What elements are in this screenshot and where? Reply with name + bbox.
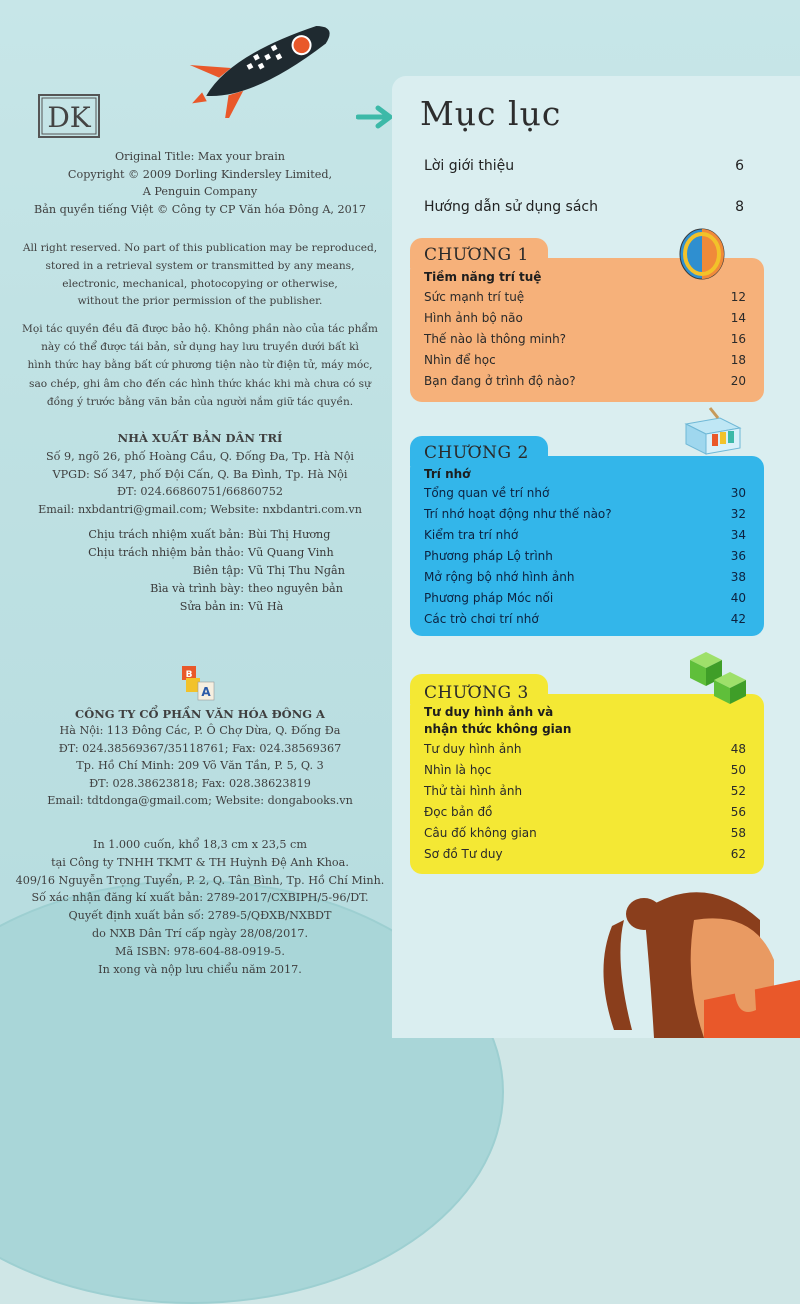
rights-vi-block bbox=[0, 320, 400, 411]
credit-name: Bùi Thị Hương bbox=[248, 528, 331, 541]
toc-item-page: 18 bbox=[730, 353, 746, 367]
rights-en-block bbox=[0, 240, 400, 311]
toc-item[interactable] bbox=[424, 763, 746, 777]
toc-item[interactable] bbox=[424, 805, 746, 819]
toc-item-label: Nhìn là học bbox=[424, 763, 492, 777]
toc-item-label: Sức mạnh trí tuệ bbox=[424, 290, 525, 304]
toc-item-page: 20 bbox=[730, 374, 746, 388]
toc-item-page: 58 bbox=[730, 826, 746, 840]
print-line: Mã ISBN: 978-604-88-0919-5. bbox=[115, 944, 285, 958]
toc-item[interactable] bbox=[424, 549, 746, 563]
original-line: Original Title: Max your brain bbox=[114, 150, 286, 163]
toc-item-label: Thế nào là thông minh? bbox=[424, 332, 567, 346]
toc-item-page: 30 bbox=[730, 486, 746, 500]
toc-item[interactable] bbox=[424, 847, 746, 861]
original-title-block bbox=[0, 148, 400, 218]
rights-line: electronic, mechanical, photocopying or otherwise, bbox=[62, 277, 338, 290]
toc-entry-label: Hướng dẫn sử dụng sách bbox=[424, 199, 598, 215]
print-line: In xong và nộp lưu chiểu năm 2017. bbox=[98, 962, 302, 976]
print-line: tại Công ty TNHH TKMT & TH Huỳnh Đệ Anh Khoa. bbox=[51, 855, 349, 869]
credit-role: Biên tập: bbox=[192, 564, 244, 577]
rights-line: này có thể được tái bản, sử dụng hay lưu truyền dưới bất kì bbox=[41, 341, 359, 354]
print-line: do NXB Dân Trí cấp ngày 28/08/2017. bbox=[91, 926, 309, 940]
girl-illustration bbox=[584, 880, 800, 1038]
toc-entry-page: 8 bbox=[735, 199, 744, 215]
credit-name: theo nguyên bản bbox=[248, 582, 343, 595]
credit-name: Vũ Hà bbox=[248, 600, 284, 613]
svg-text:B: B bbox=[185, 670, 193, 680]
toc-item-page: 50 bbox=[730, 763, 746, 777]
toc-item-page: 42 bbox=[730, 612, 746, 626]
credit-role: Bìa và trình bày: bbox=[150, 582, 244, 595]
chapter-box bbox=[410, 456, 764, 636]
chapter-heading: CHƯƠNG 1 bbox=[424, 245, 529, 265]
rights-line: All right reserved. No part of this publication may be reproduced, bbox=[22, 242, 378, 254]
toc-item-page: 12 bbox=[730, 290, 746, 304]
print-line: Quyết định xuất bản số: 2789-5/QĐXB/NXBDT bbox=[68, 909, 332, 923]
print-line: In 1.000 cuốn, khổ 18,3 cm x 23,5 cm bbox=[93, 838, 307, 851]
chapter-subtitle: Trí nhớ bbox=[424, 467, 471, 481]
toolbox-icon bbox=[680, 404, 746, 456]
rights-line: đồng ý trước bằng văn bản của người nắm giữ tác quyền. bbox=[46, 395, 354, 408]
credit-name: Vũ Thị Thu Ngân bbox=[248, 564, 345, 577]
publisher-line: Số 9, ngõ 26, phố Hoàng Cầu, Q. Đống Đa, Tp. Hà Nội bbox=[45, 450, 355, 463]
rights-line: Mọi tác quyền đều đã được bảo hộ. Không phần nào của tác phẩm bbox=[22, 323, 378, 335]
toc-title: Mục lục bbox=[420, 94, 562, 133]
toc-item-page: 32 bbox=[730, 507, 746, 521]
toc-item[interactable] bbox=[424, 374, 746, 388]
toc-item[interactable] bbox=[424, 507, 746, 521]
publisher-line: Email: nxbdantri@gmail.com; Website: nxbdantri.com.vn bbox=[38, 502, 362, 516]
toc-item-page: 16 bbox=[730, 332, 746, 346]
toc-item[interactable] bbox=[424, 353, 746, 367]
publisher-name: NHÀ XUẤT BẢN DÂN TRÍ bbox=[117, 431, 283, 445]
toc-item[interactable] bbox=[424, 570, 746, 584]
toc-entry[interactable] bbox=[424, 199, 744, 215]
toc-item-page: 14 bbox=[730, 311, 746, 325]
credit-name: Vũ Quang Vinh bbox=[248, 546, 334, 559]
credit-role: Chịu trách nhiệm bản thảo: bbox=[88, 546, 244, 559]
rights-line: sao chép, ghi âm cho đến các hình thức khác khi mà chưa có sự bbox=[29, 377, 371, 390]
chapter-heading: CHƯƠNG 2 bbox=[424, 443, 529, 463]
alphabet-blocks-icon bbox=[180, 664, 216, 702]
arrow-right-icon bbox=[356, 104, 396, 130]
toc-item-label: Các trò chơi trí nhớ bbox=[424, 612, 539, 626]
toc-item-label: Đọc bản đồ bbox=[424, 805, 493, 819]
toc-item-label: Tư duy hình ảnh bbox=[424, 742, 522, 756]
toc-item-page: 62 bbox=[730, 847, 746, 861]
toc-item-page: 40 bbox=[730, 591, 746, 605]
toc-item-label: Kiểm tra trí nhớ bbox=[424, 528, 519, 542]
toc-item-page: 34 bbox=[730, 528, 746, 542]
company-line: Tp. Hồ Chí Minh: 209 Võ Văn Tần, P. 5, Q. 3 bbox=[76, 759, 324, 772]
toc-item-label: Phương pháp Lộ trình bbox=[424, 549, 553, 563]
company-line: ĐT: 024.38569367/35118761; Fax: 024.38569367 bbox=[58, 741, 342, 755]
toc-item[interactable] bbox=[424, 528, 746, 542]
toc-item[interactable] bbox=[424, 591, 746, 605]
cube-puzzle-icon bbox=[684, 646, 750, 706]
toc-entry[interactable] bbox=[424, 158, 744, 174]
toc-item-label: Bạn đang ở trình độ nào? bbox=[424, 374, 576, 388]
toc-item-page: 52 bbox=[730, 784, 746, 798]
toc-item[interactable] bbox=[424, 290, 746, 304]
toc-item[interactable] bbox=[424, 486, 746, 500]
toc-item-label: Nhìn để học bbox=[424, 353, 496, 367]
rights-line: hình thức hay bằng bất cứ phương tiện nào từ điện tử, máy móc, bbox=[27, 359, 373, 372]
publisher-line: VPGD: Số 347, phố Đội Cấn, Q. Ba Đình, Tp. Hà Nội bbox=[52, 467, 348, 481]
toc-item-label: Sơ đồ Tư duy bbox=[424, 847, 503, 861]
original-line: Bản quyền tiếng Việt © Công ty CP Văn hóa Đông A, 2017 bbox=[33, 202, 366, 216]
print-line: 409/16 Nguyễn Trọng Tuyển, P. 2, Q. Tân Bình, Tp. Hồ Chí Minh. bbox=[15, 873, 385, 887]
toc-item[interactable] bbox=[424, 826, 746, 840]
toc-item-page: 56 bbox=[730, 805, 746, 819]
dk-logo bbox=[38, 94, 100, 138]
toc-item-page: 38 bbox=[730, 570, 746, 584]
toc-item[interactable] bbox=[424, 742, 746, 756]
publisher-line: ĐT: 024.66860751/66860752 bbox=[117, 485, 283, 498]
print-info-block bbox=[0, 836, 400, 978]
toc-item-label: Thử tài hình ảnh bbox=[424, 784, 523, 798]
company-name: CÔNG TY CỔ PHẦN VĂN HÓA ĐÔNG A bbox=[75, 707, 325, 721]
print-line: Số xác nhận đăng kí xuất bản: 2789-2017/CXBIPH/5-96/DT. bbox=[31, 891, 369, 905]
head-icon bbox=[676, 226, 728, 282]
rights-line: stored in a retrieval system or transmitted by any means, bbox=[45, 259, 355, 272]
toc-entry-page: 6 bbox=[735, 158, 744, 174]
toc-item-label: Phương pháp Móc nối bbox=[424, 591, 554, 605]
credit-role: Chịu trách nhiệm xuất bản: bbox=[88, 528, 244, 541]
original-line: A Penguin Company bbox=[142, 185, 258, 198]
company-line: ĐT: 028.38623818; Fax: 028.38623819 bbox=[89, 776, 311, 790]
toc-item-label: Trí nhớ hoạt động như thế nào? bbox=[424, 507, 612, 521]
chapter-subtitle: Tiềm năng trí tuệ bbox=[424, 270, 542, 284]
chapter-heading: CHƯƠNG 3 bbox=[424, 683, 529, 703]
toc-item[interactable] bbox=[424, 612, 746, 626]
toc-item-label: Hình ảnh bộ não bbox=[424, 311, 523, 325]
credit-role: Sửa bản in: bbox=[179, 600, 244, 613]
chapter-subtitle: nhận thức không gian bbox=[424, 722, 572, 736]
toc-item-page: 36 bbox=[730, 549, 746, 563]
publisher-block bbox=[0, 448, 400, 518]
original-line: Copyright © 2009 Dorling Kindersley Limited, bbox=[67, 167, 333, 181]
toc-item-label: Câu đố không gian bbox=[424, 826, 537, 840]
toc-item-label: Tổng quan về trí nhớ bbox=[424, 486, 550, 500]
rights-line: without the prior permission of the publisher. bbox=[77, 295, 323, 308]
toc-item[interactable] bbox=[424, 332, 746, 346]
company-line: Email: tdtdonga@gmail.com; Website: dongabooks.vn bbox=[47, 794, 353, 807]
chapter-subtitle: Tư duy hình ảnh và bbox=[424, 705, 554, 719]
company-line: Hà Nội: 113 Đông Các, P. Ô Chợ Dừa, Q. Đống Đa bbox=[59, 724, 341, 737]
toc-item[interactable] bbox=[424, 311, 746, 325]
svg-text:A: A bbox=[201, 685, 211, 699]
svg-text:DK: DK bbox=[47, 101, 91, 134]
toc-item[interactable] bbox=[424, 784, 746, 798]
toc-item-page: 48 bbox=[730, 742, 746, 756]
rocket-icon bbox=[178, 8, 358, 118]
toc-item-label: Mở rộng bộ nhớ hình ảnh bbox=[424, 570, 575, 584]
toc-entry-label: Lời giới thiệu bbox=[424, 158, 515, 174]
company-block bbox=[0, 722, 400, 810]
